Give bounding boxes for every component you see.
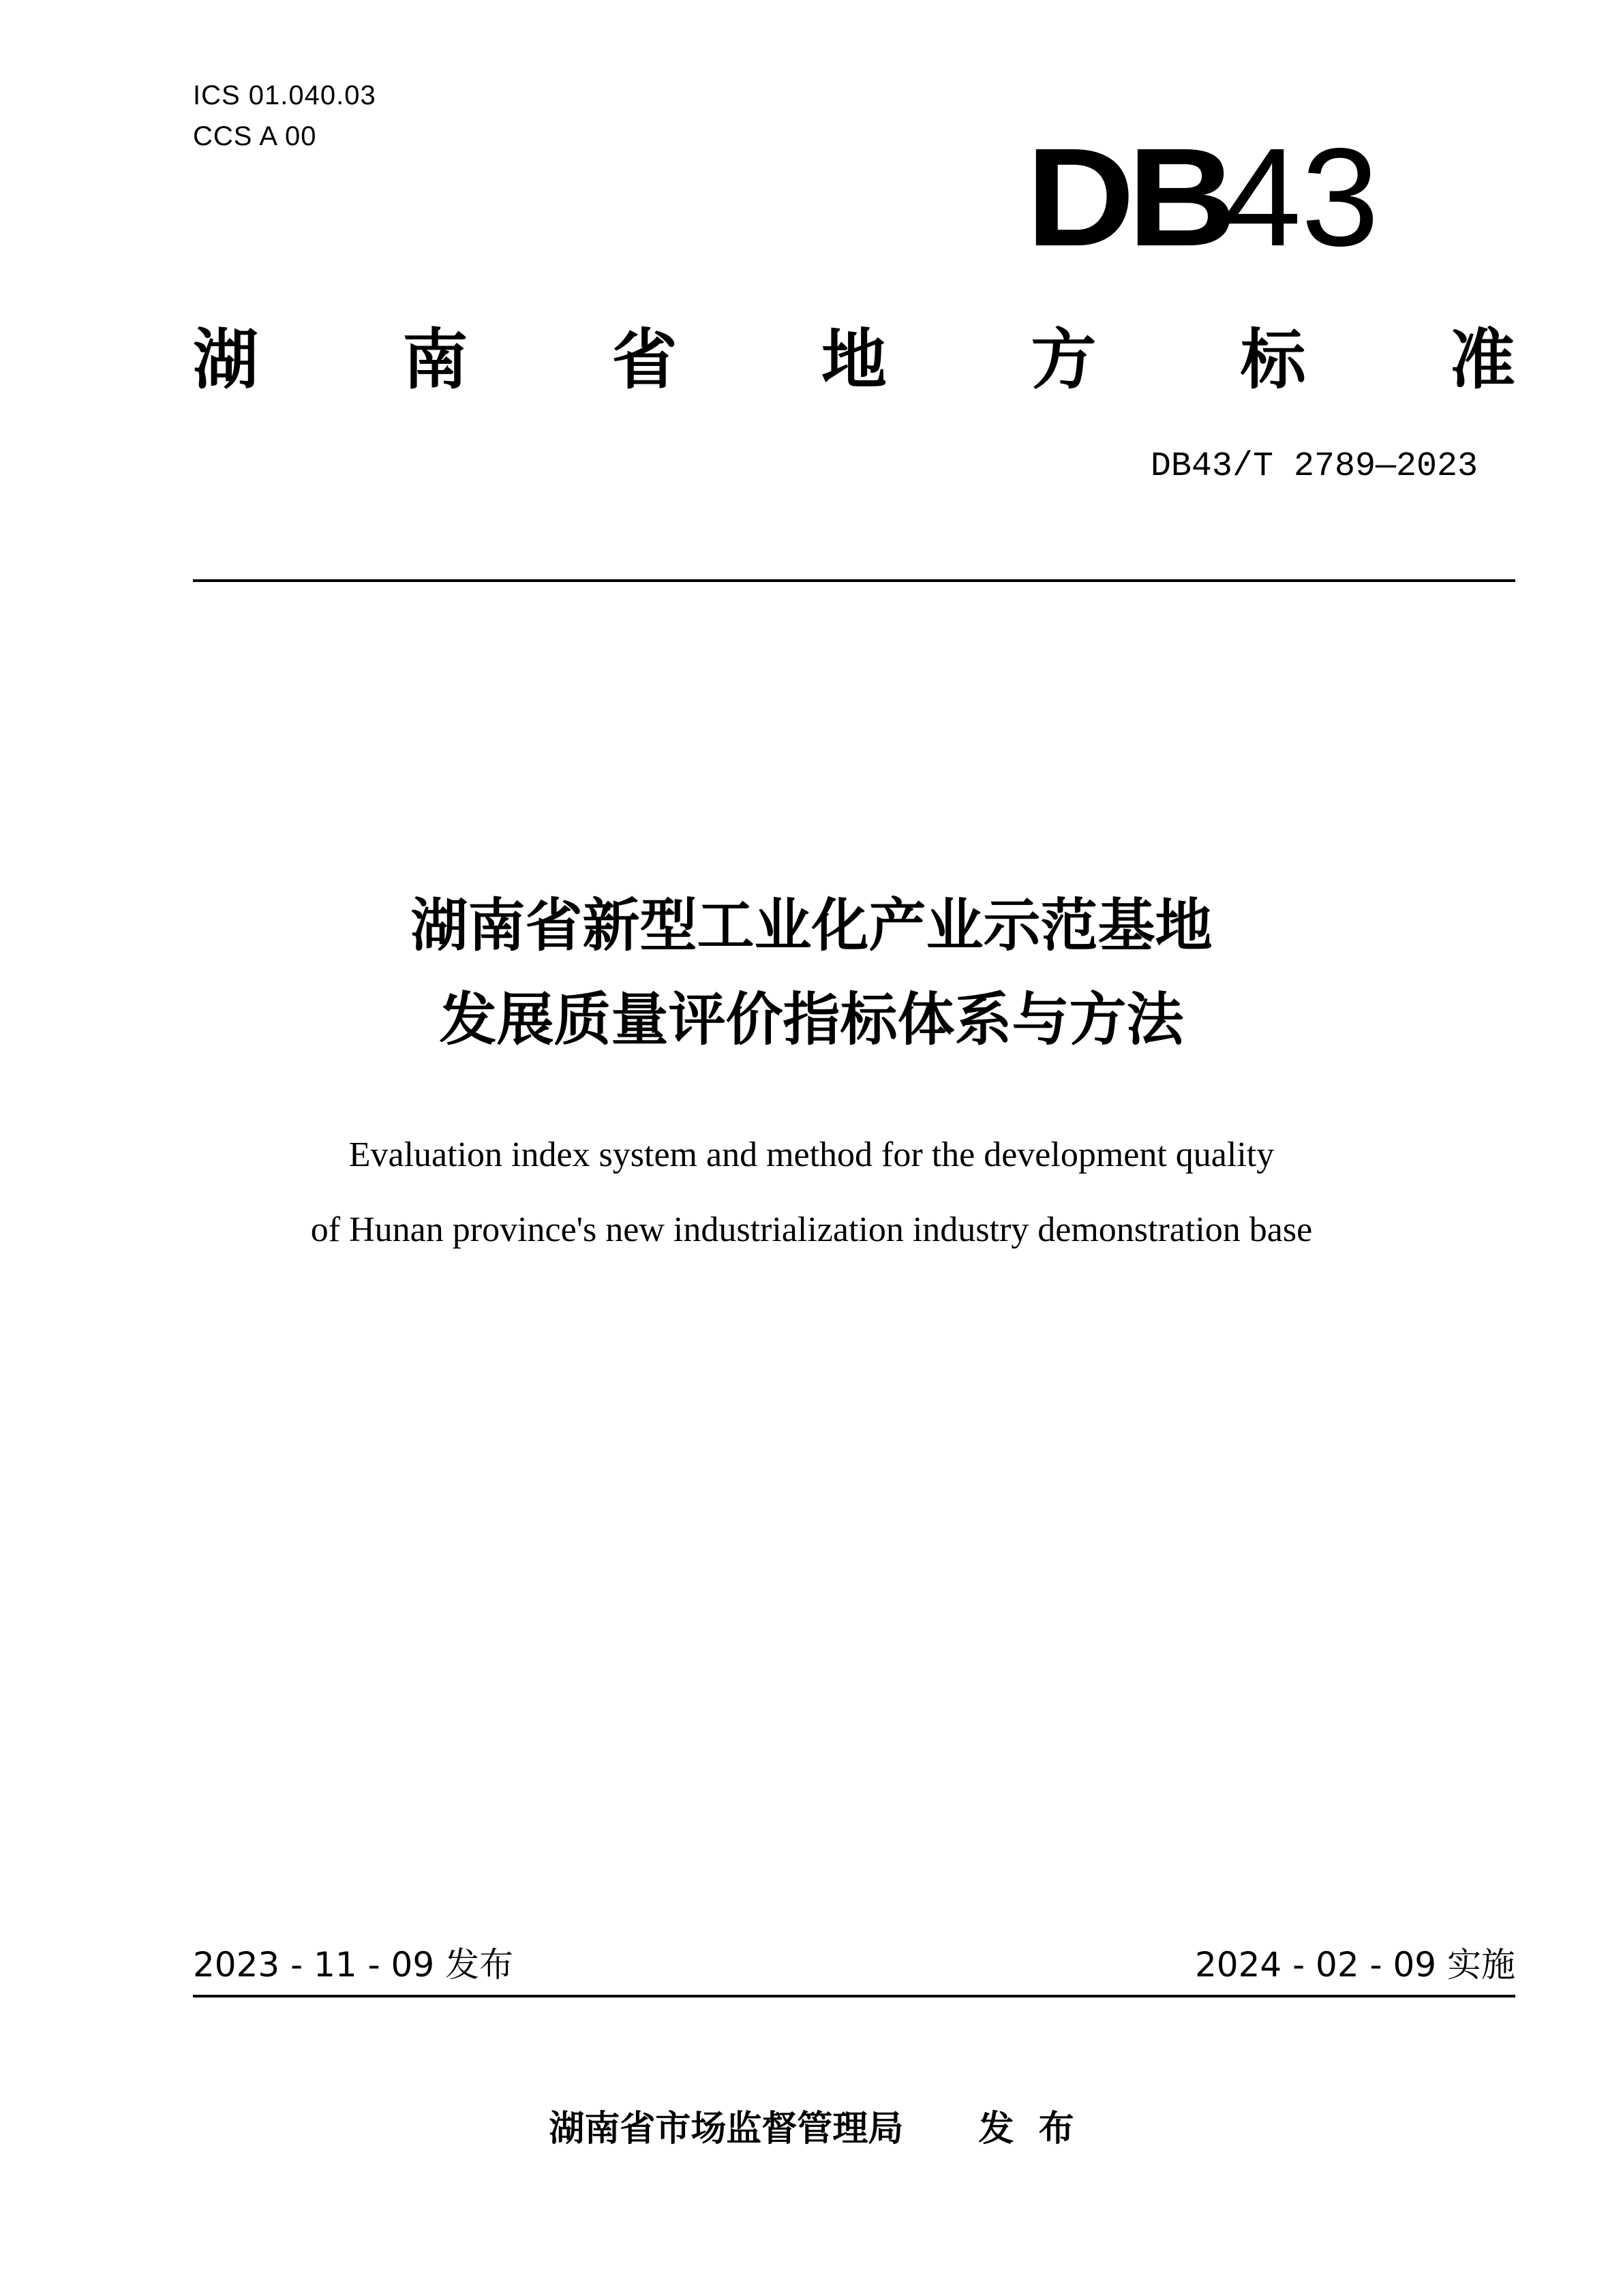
- standard-type-char: 地: [821, 321, 887, 398]
- title-zh-line2: 发展质量评价指标体系与方法: [439, 986, 1184, 1053]
- title-en-line2: of Hunan province's new industrialization industry demonstration base: [310, 1210, 1313, 1249]
- standard-type-char: 准: [1449, 321, 1515, 398]
- ccs-code: CCS A 00: [193, 121, 317, 151]
- publisher-action: 发 布: [978, 2109, 1074, 2149]
- top-divider: [193, 579, 1515, 582]
- issue-date: 2023 - 11 - 09 发布: [193, 1945, 514, 1985]
- publisher-organization: 湖南省市场监督管理局: [549, 2109, 904, 2149]
- db-prefix: DB: [1026, 119, 1230, 275]
- publisher-line: [0, 2102, 1623, 2156]
- standard-type-char: 南: [402, 321, 468, 398]
- standard-type-char: 标: [1240, 321, 1306, 398]
- db43-mark: [1026, 119, 1394, 275]
- title-en-line1: Evaluation index system and method for the development quality: [348, 1135, 1275, 1174]
- standard-code: DB43/T 2789—2023: [1150, 447, 1478, 486]
- db-number: 43: [1224, 119, 1380, 275]
- bottom-divider: [193, 1995, 1515, 1997]
- ics-code: ICS 01.040.03: [193, 80, 376, 110]
- standard-type-char: 湖: [193, 321, 258, 398]
- standard-type-heading: [193, 310, 1515, 399]
- standard-type-char: 省: [611, 321, 678, 398]
- classification-codes: [193, 75, 376, 157]
- implementation-date: 2024 - 02 - 09 实施: [1194, 1945, 1515, 1985]
- title-zh-line1: 湖南省新型工业化产业示范基地: [410, 892, 1213, 959]
- standard-type-char: 方: [1031, 321, 1097, 398]
